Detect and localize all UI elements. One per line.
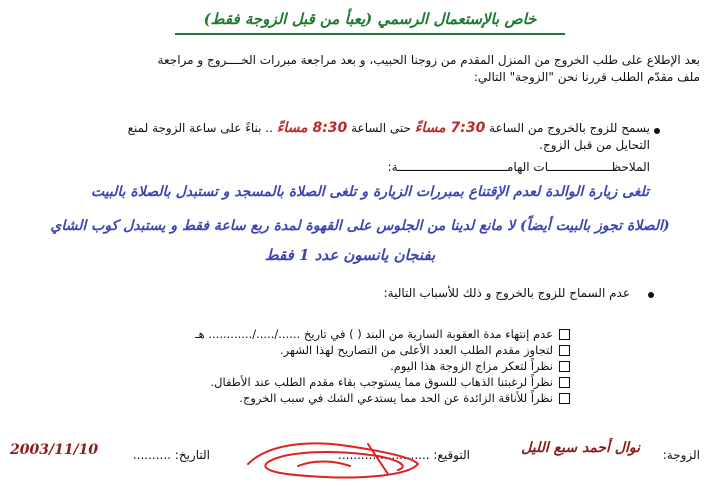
checkbox-icon[interactable] bbox=[559, 345, 570, 356]
title-underline bbox=[175, 33, 565, 35]
date-label: التاريخ: .......... bbox=[132, 448, 210, 462]
notes-label: الملاحظــــــــــــــــــات الهامـــــــــــــــــــــــــــــــة: bbox=[387, 160, 650, 174]
option-label: نظراً لتعكر مزاج الزوجة هذا اليوم. bbox=[390, 359, 553, 373]
checkbox-icon[interactable] bbox=[559, 361, 570, 372]
from-time: 7:30 مساءً bbox=[414, 120, 486, 136]
refusal-option-2[interactable] bbox=[279, 342, 570, 358]
wife-label: الزوجة: bbox=[662, 448, 700, 462]
option-label: عدم إنتهاء مدة العقوبة السارية من البند ( ) في تاريخ ....../...../............ هـ bbox=[195, 327, 553, 341]
handwritten-note-line-1: تلغى زيارة الوالدة لعدم الإقتناع بمبررات الزيارة و تلغى الصلاة بالمسجد و تستبدل بالصلاة بالبيت bbox=[90, 184, 650, 200]
signature-label: التوقيع: ........................ bbox=[338, 448, 470, 462]
intro-paragraph bbox=[10, 52, 700, 86]
refusal-option-3[interactable] bbox=[300, 358, 570, 374]
permission-suffix: .. بناءً على ساعة الزوجة لمنع bbox=[127, 121, 273, 135]
option-label: لتجاوز مقدم الطلب العدد الأعلى من التصاريح لهذا الشهر. bbox=[279, 343, 553, 357]
refusal-option-4[interactable] bbox=[210, 374, 570, 390]
checkbox-icon[interactable] bbox=[559, 393, 570, 404]
option-label: نظراً لرغبتنا الذهاب للسوق مما يستوجب بقاء مقدم الطلب عند الأطفال. bbox=[210, 375, 553, 389]
permission-line-2: التحايل من قبل الزوج. bbox=[539, 138, 650, 152]
checkbox-icon[interactable] bbox=[559, 377, 570, 388]
date-value: 2003/11/10 bbox=[10, 442, 99, 458]
signature-scribble bbox=[238, 436, 428, 482]
permission-prefix: يسمح للزوج بالخروج من الساعة bbox=[489, 121, 650, 135]
permission-line-1 bbox=[10, 120, 650, 137]
refusal-options bbox=[195, 326, 570, 406]
refusal-option-1[interactable] bbox=[195, 326, 570, 342]
permission-middle: حتى الساعة bbox=[351, 121, 411, 135]
form-title: خاص بالإستعمال الرسمي (يعبأ من قبل الزوجة فقط) bbox=[203, 10, 537, 28]
refusal-heading: عدم السماح للزوج بالخروج و ذلك للأسباب التالية: bbox=[383, 286, 630, 300]
bullet-refusal-icon bbox=[648, 292, 654, 298]
option-label: نظراً للأناقة الزائدة عن الحد مما يستدعي الشك في سبب الخروج. bbox=[239, 391, 553, 405]
wife-name: نوال أحمد سبع الليل bbox=[521, 440, 640, 456]
handwritten-note-line-2: (الصلاة تجوز بالبيت أيضاً) لا مانع لدينا من الجلوس على القهوة لمدة ربع ساعة فقط و يستبدل كوب الشاي bbox=[50, 218, 670, 234]
refusal-option-5[interactable] bbox=[239, 390, 570, 406]
handwritten-note-line-3: بفنجان يانسون عدد 1 فقط bbox=[264, 246, 436, 264]
permission-section bbox=[10, 120, 650, 154]
intro-line-2: ملف مقدّم الطلب قررنا نحن "الزوجة" التالي: bbox=[473, 70, 700, 84]
to-time: 8:30 مساءً bbox=[276, 120, 348, 136]
bullet-permission-icon bbox=[654, 128, 660, 134]
intro-line-1: بعد الإطلاع على طلب الخروج من المنزل المقدم من زوجنا الحبيب، و بعد مراجعة مبررات الخــــروج و مراجعة bbox=[157, 53, 700, 67]
checkbox-icon[interactable] bbox=[559, 329, 570, 340]
